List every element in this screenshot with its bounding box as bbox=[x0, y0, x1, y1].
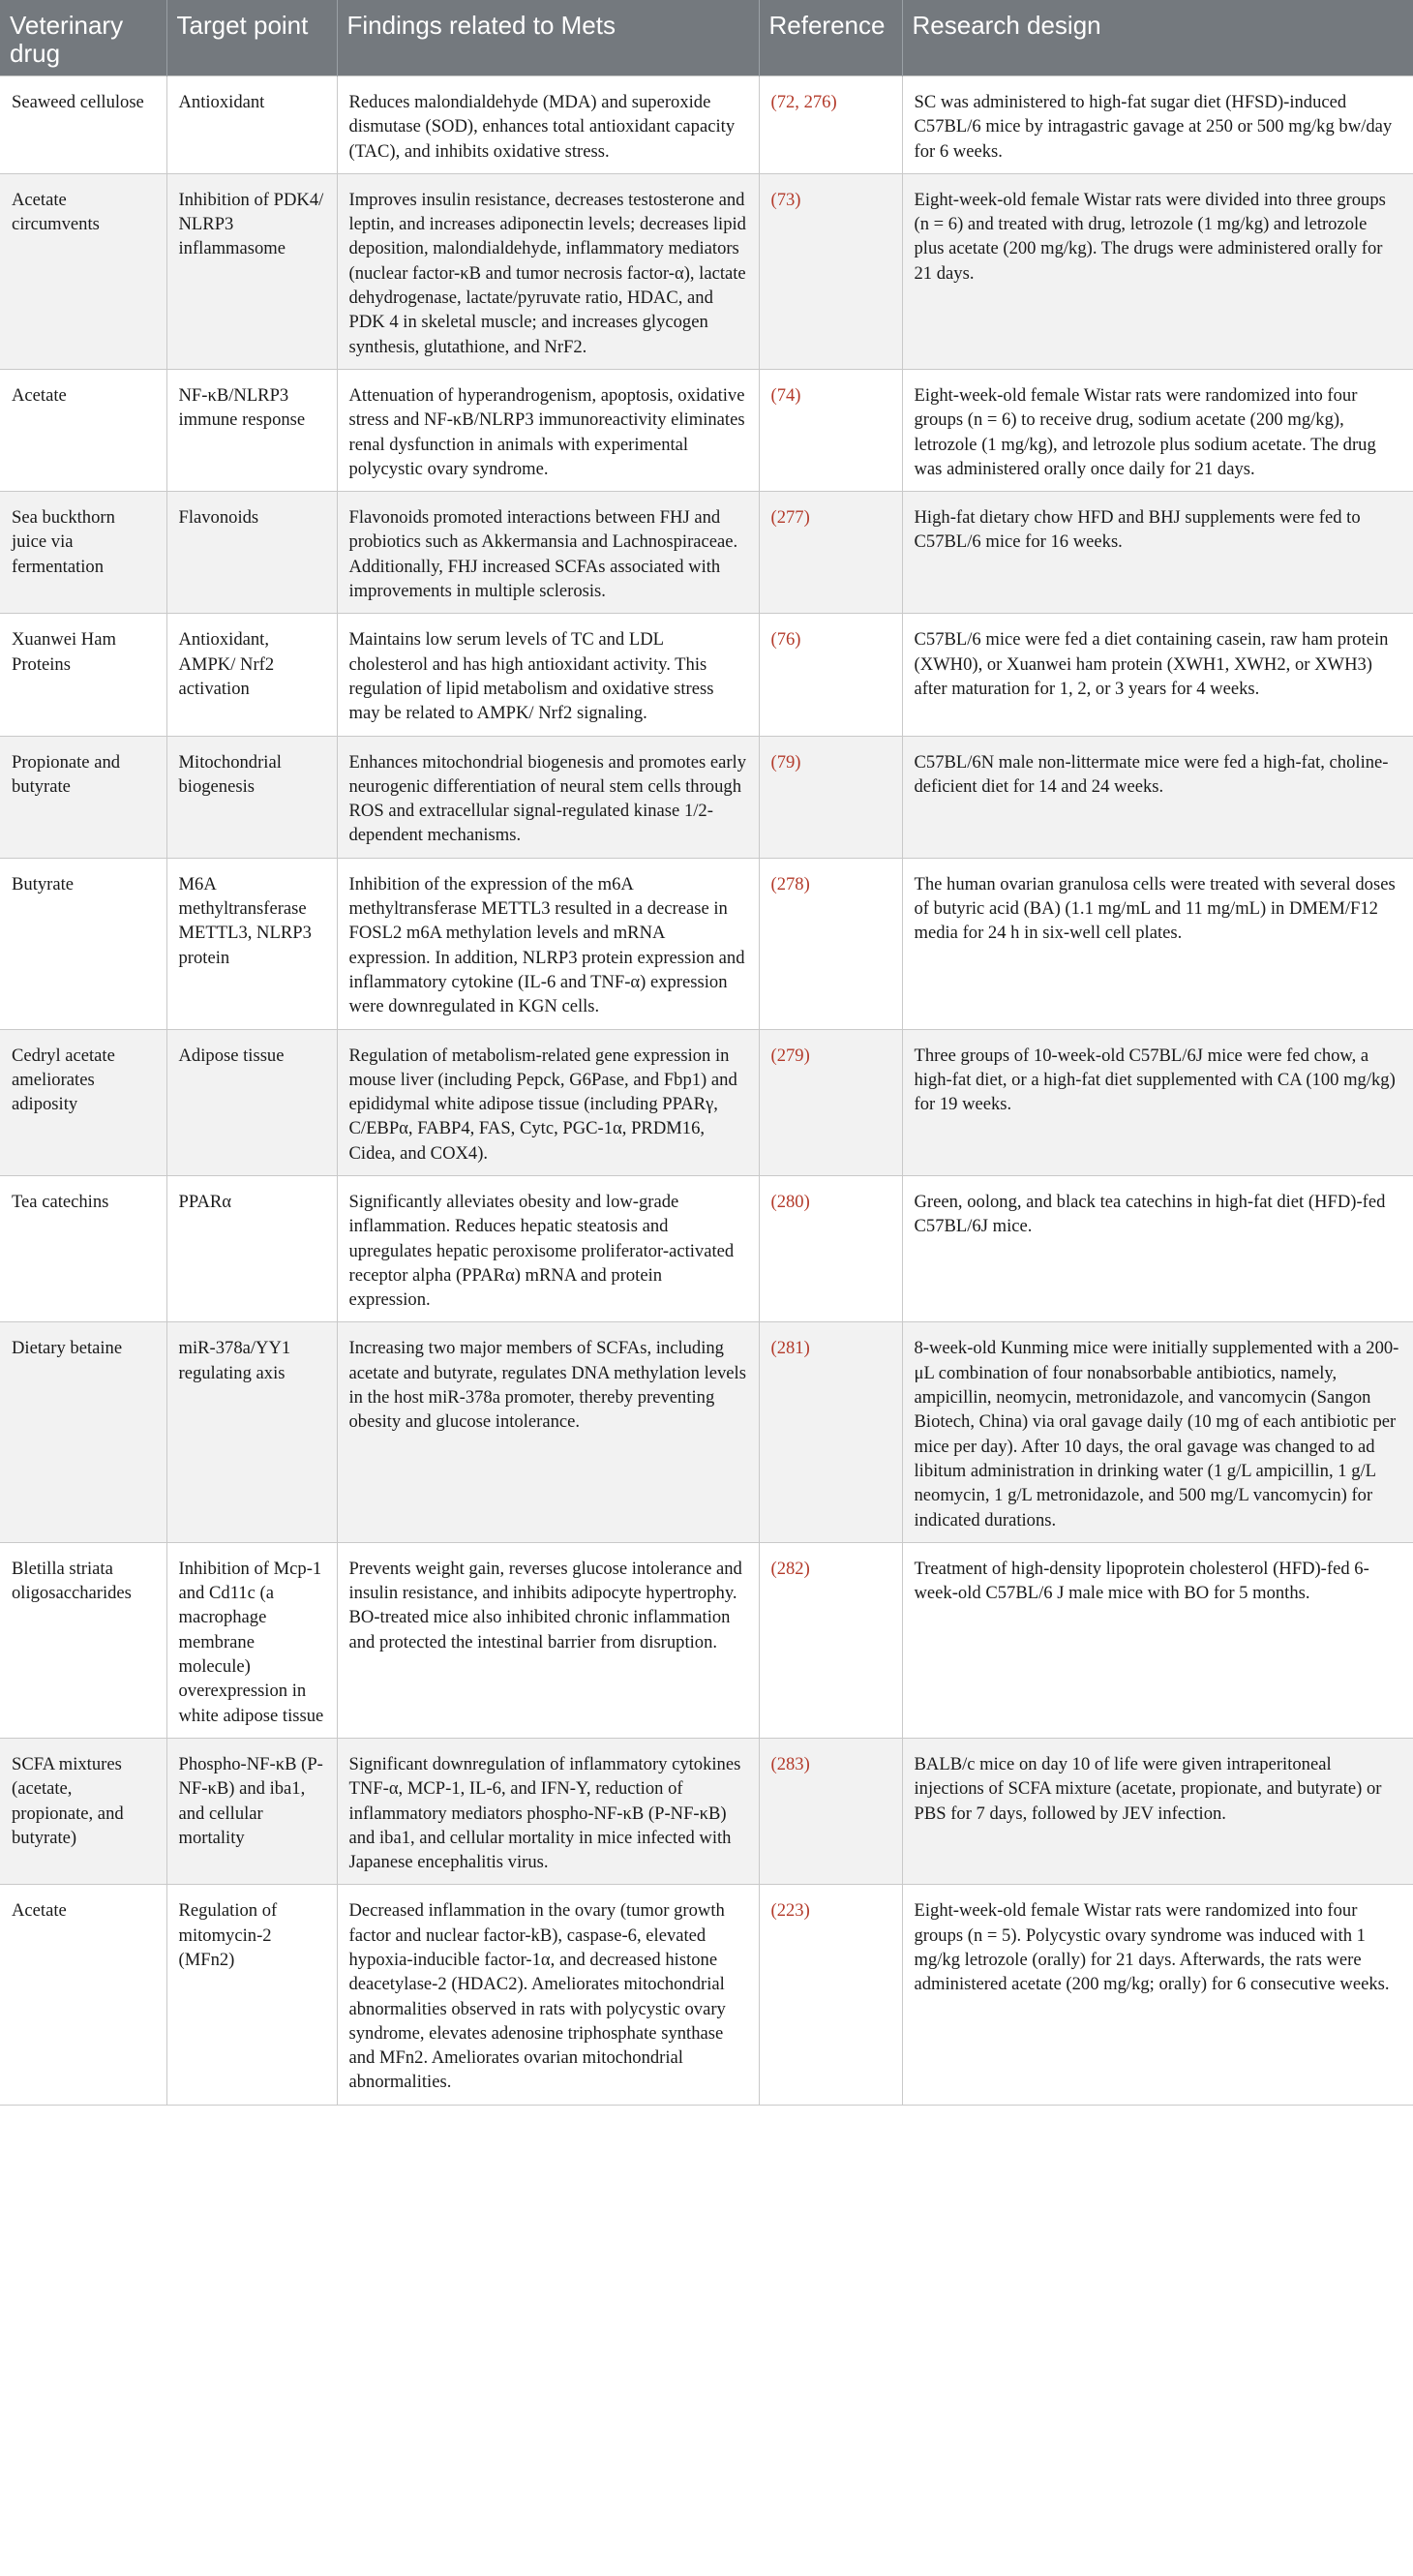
column-header-findings: Findings related to Mets bbox=[337, 0, 759, 76]
table-row bbox=[0, 1738, 1413, 1884]
cell-drug: Acetate bbox=[0, 369, 166, 491]
cell-design: Treatment of high-density lipoprotein cholesterol (HFD)-fed 6-week-old C57BL/6 J male mice with BO for 5 months. bbox=[902, 1542, 1413, 1738]
cell-findings: Significant downregulation of inflammatory cytokines TNF-α, MCP-1, IL-6, and IFN-Y, reduction of inflammatory mediators phospho-NF-κB (P-NF-κB) and iba1, and cellular mortality in mice infected with Japanese encephalitis virus. bbox=[337, 1738, 759, 1884]
table-body bbox=[0, 76, 1413, 2106]
cell-reference[interactable]: (79) bbox=[759, 736, 902, 858]
table-row bbox=[0, 369, 1413, 491]
cell-target: Inhibition of PDK4/ NLRP3 inflammasome bbox=[166, 173, 337, 369]
cell-target: Flavonoids bbox=[166, 492, 337, 614]
cell-drug: Acetate circumvents bbox=[0, 173, 166, 369]
cell-findings: Prevents weight gain, reverses glucose intolerance and insulin resistance, and inhibits adipocyte hypertrophy. BO-treated mice also inhibited chronic inflammation and protected the intestinal barrier from disruption. bbox=[337, 1542, 759, 1738]
cell-design: Eight-week-old female Wistar rats were randomized into four groups (n = 5). Polycystic ovary syndrome was induced with 1 mg/kg letrozole (orally) for 21 days. Afterwards, the rats were administered acetate (200 mg/kg; orally) for 6 consecutive weeks. bbox=[902, 1885, 1413, 2105]
cell-design: Eight-week-old female Wistar rats were divided into three groups (n = 6) and treated with drug, letrozole (1 mg/kg) and letrozole plus acetate (200 mg/kg). The drugs were administered orally for 21 days. bbox=[902, 173, 1413, 369]
cell-findings: Flavonoids promoted interactions between FHJ and probiotics such as Akkermansia and Lachnospiraceae. Additionally, FHJ increased SCFAs associated with improvements in multiple sclerosis. bbox=[337, 492, 759, 614]
table-row bbox=[0, 858, 1413, 1029]
cell-reference[interactable]: (281) bbox=[759, 1322, 902, 1542]
cell-reference[interactable]: (283) bbox=[759, 1738, 902, 1884]
cell-reference[interactable]: (279) bbox=[759, 1029, 902, 1175]
cell-findings: Maintains low serum levels of TC and LDL cholesterol and has high antioxidant activity. This regulation of lipid metabolism and oxidative stress may be related to AMPK/ Nrf2 signaling. bbox=[337, 614, 759, 736]
cell-design: Green, oolong, and black tea catechins in high-fat diet (HFD)-fed C57BL/6J mice. bbox=[902, 1175, 1413, 1321]
cell-reference[interactable]: (280) bbox=[759, 1175, 902, 1321]
cell-drug: Sea buckthorn juice via fermentation bbox=[0, 492, 166, 614]
table-row bbox=[0, 1542, 1413, 1738]
cell-target: NF-κB/NLRP3 immune response bbox=[166, 369, 337, 491]
cell-drug: Acetate bbox=[0, 1885, 166, 2105]
cell-reference[interactable]: (282) bbox=[759, 1542, 902, 1738]
cell-target: M6A methyltransferase METTL3, NLRP3 protein bbox=[166, 858, 337, 1029]
cell-reference[interactable]: (223) bbox=[759, 1885, 902, 2105]
cell-target: Adipose tissue bbox=[166, 1029, 337, 1175]
cell-reference[interactable]: (72, 276) bbox=[759, 76, 902, 174]
table-row bbox=[0, 614, 1413, 736]
cell-drug: Xuanwei Ham Proteins bbox=[0, 614, 166, 736]
cell-findings: Inhibition of the expression of the m6A methyltransferase METTL3 resulted in a decrease in FOSL2 m6A methylation levels and mRNA expression. In addition, NLRP3 protein expression and inflammatory cytokine (IL-6 and TNF-α) expression were downregulated in KGN cells. bbox=[337, 858, 759, 1029]
cell-target: Antioxidant, AMPK/ Nrf2 activation bbox=[166, 614, 337, 736]
cell-target: Mitochondrial biogenesis bbox=[166, 736, 337, 858]
table-row bbox=[0, 736, 1413, 858]
cell-target: PPARα bbox=[166, 1175, 337, 1321]
cell-design: BALB/c mice on day 10 of life were given intraperitoneal injections of SCFA mixture (acetate, propionate, and butyrate) or PBS for 7 days, followed by JEV infection. bbox=[902, 1738, 1413, 1884]
cell-drug: Tea catechins bbox=[0, 1175, 166, 1321]
cell-design: Eight-week-old female Wistar rats were randomized into four groups (n = 6) to receive drug, sodium acetate (200 mg/kg), letrozole (1 mg/kg), and letrozole plus sodium acetate. The drug was administered orally once daily for 21 days. bbox=[902, 369, 1413, 491]
cell-drug: Bletilla striata oligosaccharides bbox=[0, 1542, 166, 1738]
table-row bbox=[0, 1029, 1413, 1175]
cell-findings: Regulation of metabolism-related gene expression in mouse liver (including Pepck, G6Pase, and Fbp1) and epididymal white adipose tissue (including PPARγ, C/EBPα, FABP4, FAS, Cytc, PGC-1α, PRDM16, Cidea, and COX4). bbox=[337, 1029, 759, 1175]
cell-reference[interactable]: (277) bbox=[759, 492, 902, 614]
cell-target: miR-378a/YY1 regulating axis bbox=[166, 1322, 337, 1542]
column-header-reference: Reference bbox=[759, 0, 902, 76]
cell-findings: Reduces malondialdehyde (MDA) and superoxide dismutase (SOD), enhances total antioxidant capacity (TAC), and inhibits oxidative stress. bbox=[337, 76, 759, 174]
cell-target: Inhibition of Mcp-1 and Cd11c (a macrophage membrane molecule) overexpression in white adipose tissue bbox=[166, 1542, 337, 1738]
table-row bbox=[0, 1885, 1413, 2105]
cell-findings: Attenuation of hyperandrogenism, apoptosis, oxidative stress and NF-κB/NLRP3 immunoreactivity eliminates renal dysfunction in animals with experimental polycystic ovary syndrome. bbox=[337, 369, 759, 491]
cell-drug: Dietary betaine bbox=[0, 1322, 166, 1542]
table-row bbox=[0, 76, 1413, 174]
table-header-row bbox=[0, 0, 1413, 76]
cell-target: Phospho-NF-κB (P-NF-κB) and iba1, and cellular mortality bbox=[166, 1738, 337, 1884]
cell-drug: Cedryl acetate ameliorates adiposity bbox=[0, 1029, 166, 1175]
cell-design: C57BL/6 mice were fed a diet containing casein, raw ham protein (XWH0), or Xuanwei ham protein (XWH1, XWH2, or XWH3) after maturation for 1, 2, or 3 years for 4 weeks. bbox=[902, 614, 1413, 736]
cell-findings: Improves insulin resistance, decreases testosterone and leptin, and increases adiponectin levels; decreases lipid deposition, malondialdehyde, inflammatory mediators (nuclear factor-κB and tumor necrosis factor-α), lactate dehydrogenase, lactate/pyruvate ratio, HDAC, and PDK 4 in skeletal muscle; and increases glycogen synthesis, glutathione, and NrF2. bbox=[337, 173, 759, 369]
cell-findings: Significantly alleviates obesity and low-grade inflammation. Reduces hepatic steatosis and upregulates hepatic peroxisome proliferator-activated receptor alpha (PPARα) mRNA and protein expression. bbox=[337, 1175, 759, 1321]
cell-target: Regulation of mitomycin-2 (MFn2) bbox=[166, 1885, 337, 2105]
cell-design: The human ovarian granulosa cells were treated with several doses of butyric acid (BA) (1.1 mg/mL and 11 mg/mL) in DMEM/F12 media for 24 h in six-well cell plates. bbox=[902, 858, 1413, 1029]
cell-design: SC was administered to high-fat sugar diet (HFSD)-induced C57BL/6 mice by intragastric gavage at 250 or 500 mg/kg bw/day for 6 weeks. bbox=[902, 76, 1413, 174]
table-row bbox=[0, 1175, 1413, 1321]
column-header-target-point: Target point bbox=[166, 0, 337, 76]
cell-design: Three groups of 10-week-old C57BL/6J mice were fed chow, a high-fat diet, or a high-fat diet supplemented with CA (100 mg/kg) for 19 weeks. bbox=[902, 1029, 1413, 1175]
cell-reference[interactable]: (74) bbox=[759, 369, 902, 491]
cell-reference[interactable]: (278) bbox=[759, 858, 902, 1029]
table-row bbox=[0, 1322, 1413, 1542]
cell-target: Antioxidant bbox=[166, 76, 337, 174]
column-header-veterinary-drug: Veterinary drug bbox=[0, 0, 166, 76]
table-row bbox=[0, 492, 1413, 614]
table-row bbox=[0, 173, 1413, 369]
column-header-research-design: Research design bbox=[902, 0, 1413, 76]
cell-drug: Butyrate bbox=[0, 858, 166, 1029]
cell-design: High-fat dietary chow HFD and BHJ supplements were fed to C57BL/6 mice for 16 weeks. bbox=[902, 492, 1413, 614]
cell-design: C57BL/6N male non-littermate mice were fed a high-fat, choline-deficient diet for 14 and 24 weeks. bbox=[902, 736, 1413, 858]
cell-findings: Increasing two major members of SCFAs, including acetate and butyrate, regulates DNA methylation levels in the host miR-378a promoter, thereby preventing obesity and glucose intolerance. bbox=[337, 1322, 759, 1542]
cell-drug: Propionate and butyrate bbox=[0, 736, 166, 858]
cell-drug: Seaweed cellulose bbox=[0, 76, 166, 174]
cell-reference[interactable]: (76) bbox=[759, 614, 902, 736]
cell-reference[interactable]: (73) bbox=[759, 173, 902, 369]
cell-findings: Decreased inflammation in the ovary (tumor growth factor and nuclear factor-kB), caspase-6, elevated hypoxia-inducible factor-1α, and decreased histone deacetylase-2 (HDAC2). Ameliorates mitochondrial abnormalities observed in rats with polycystic ovary syndrome, elevates adenosine triphosphate synthase and MFn2. Ameliorates ovarian mitochondrial abnormalities. bbox=[337, 1885, 759, 2105]
cell-drug: SCFA mixtures (acetate, propionate, and butyrate) bbox=[0, 1738, 166, 1884]
cell-findings: Enhances mitochondrial biogenesis and promotes early neurogenic differentiation of neural stem cells through ROS and extracellular signal-regulated kinase 1/2-dependent mechanisms. bbox=[337, 736, 759, 858]
cell-design: 8-week-old Kunming mice were initially supplemented with a 200-μL combination of four nonabsorbable antibiotics, namely, ampicillin, neomycin, metronidazole, and vancomycin (Sangon Biotech, China) via oral gavage daily (10 mg of each antibiotic per mice per day). After 10 days, the oral gavage was changed to ad libitum administration in drinking water (1 g/L ampicillin, 1 g/L neomycin, 1 g/L metronidazole, and 500 mg/L vancomycin) for indicated durations. bbox=[902, 1322, 1413, 1542]
